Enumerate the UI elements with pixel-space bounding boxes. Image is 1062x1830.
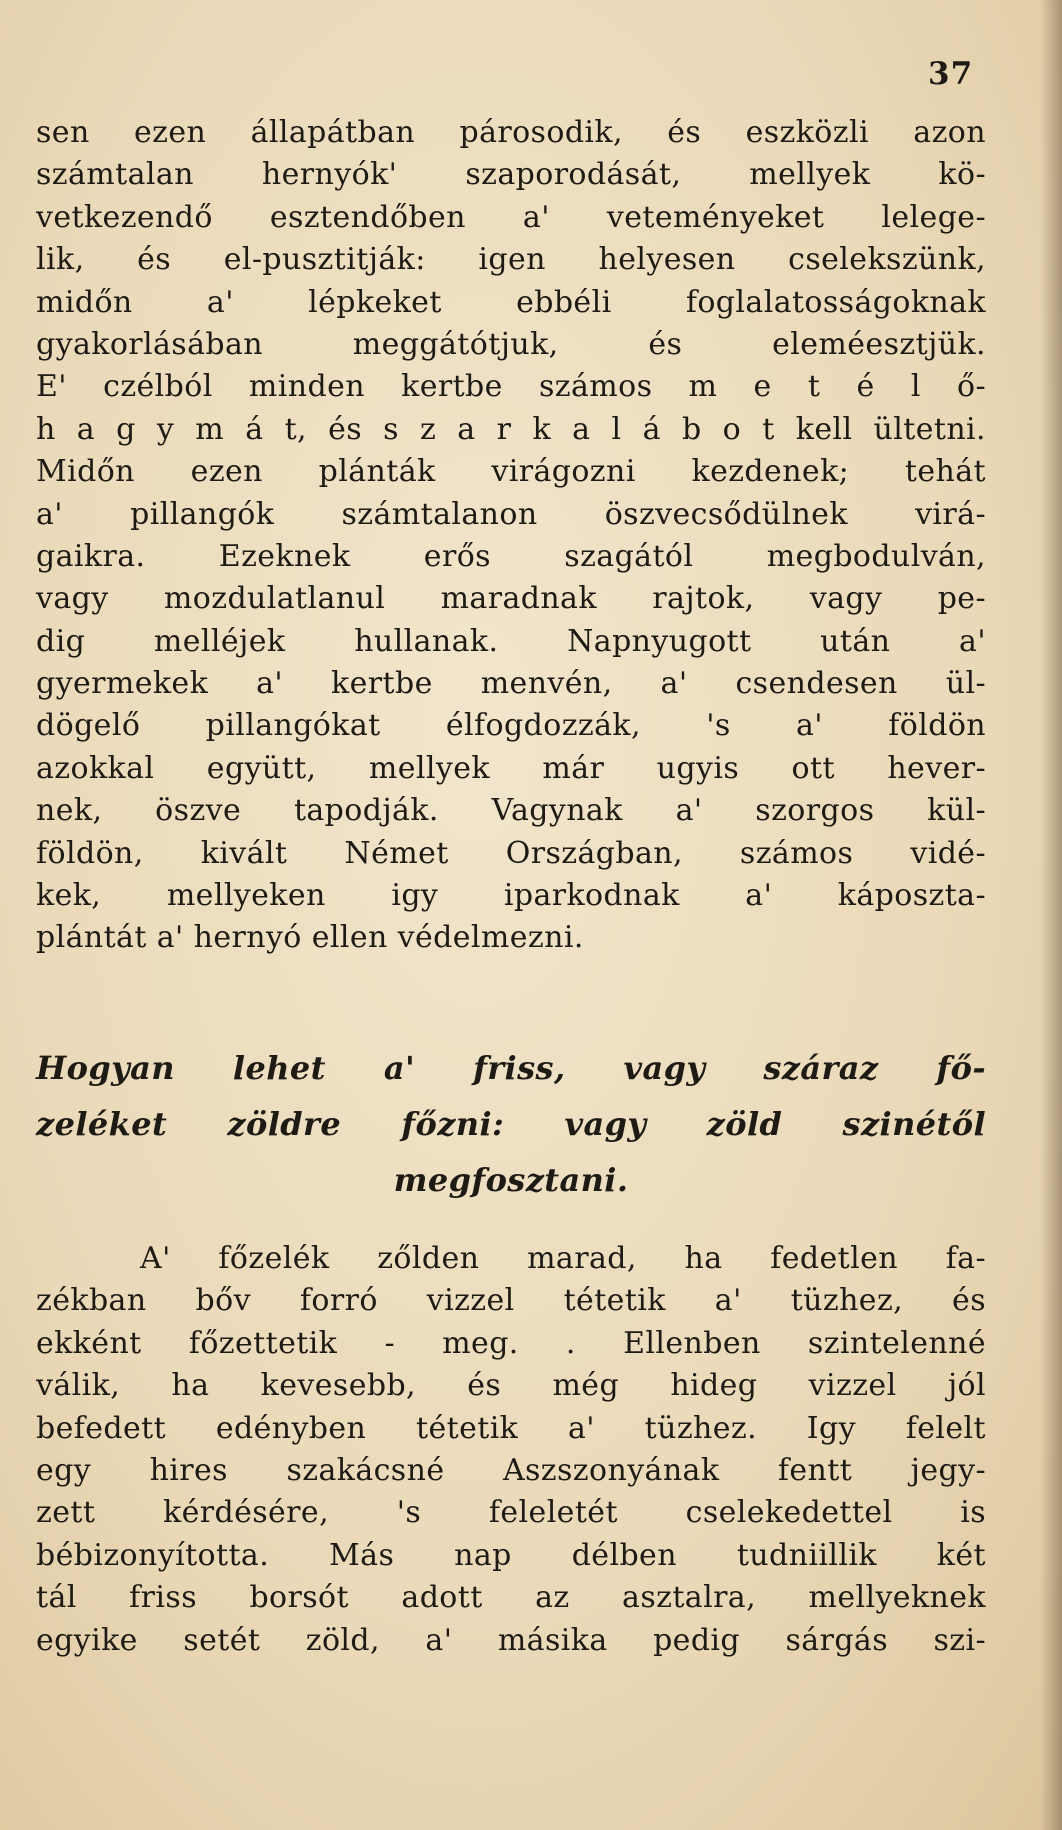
paragraph-2 <box>36 1238 986 1662</box>
text-line: gyermekek a' kertbe menvén, a' csendesen ül- <box>36 666 986 702</box>
text-line: lik, és el-pusztitják: igen helyesen cselekszünk, <box>36 242 986 278</box>
text-line: egyike setét zöld, a' másika pedig sárgás szi- <box>36 1622 986 1658</box>
text-line: vetkezendő esztendőben a' veteményeket lelege- <box>36 199 986 235</box>
text-line: gyakorlásában meggátótjuk, és eleméesztjük. <box>36 326 986 362</box>
text-line: vagy mozdulatlanul maradnak rajtok, vagy pe- <box>36 581 986 617</box>
text-line: a' pillangók számtalanon öszvecsődülnek virá- <box>36 496 986 532</box>
paragraph-1 <box>36 112 986 960</box>
text-line: dögelő pillangókat élfogdozzák, 's a' földön <box>36 708 986 744</box>
text-line: h a g y m á t, és s z a r k a l á b o t kell ültetni. <box>36 411 986 447</box>
text-line: befedett edényben tétetik a' tüzhez. Igy felelt <box>36 1410 986 1446</box>
section-heading <box>36 1040 986 1208</box>
text-line: válik, ha kevesebb, és még hideg vizzel jól <box>36 1368 986 1404</box>
text-line: A' főzelék zőlden marad, ha fedetlen fa- <box>140 1241 986 1276</box>
text-line: bébizonyította. Más nap délben tudniillik két <box>36 1537 986 1573</box>
text-line: gaikra. Ezeknek erős szagától megbodulván, <box>36 538 986 574</box>
text-line: kek, mellyeken igy iparkodnak a' káposzta- <box>36 878 986 914</box>
text-line: zett kérdésére, 's feleletét cselekedettel is <box>36 1495 986 1531</box>
text-line: midőn a' lépkeket ebbéli foglalatosságoknak <box>36 284 986 320</box>
text-line: E' czélból minden kertbe számos m e t é l ő- <box>36 369 986 405</box>
heading-line: zeléket zöldre főzni: vagy zöld szinétől <box>36 1105 986 1143</box>
text-line: plántát a' hernyó ellen védelmezni. <box>36 920 584 956</box>
text-line: sen ezen állapátban párosodik, és eszközli azon <box>36 115 986 150</box>
text-line: számtalan hernyók' szaporodását, mellyek kö- <box>36 157 986 193</box>
text-line: zékban bőv forró vizzel tétetik a' tüzhez, és <box>36 1283 986 1319</box>
text-line: ekként főzettetik - meg. . Ellenben szintelenné <box>36 1325 986 1361</box>
page-edge-shadow <box>1040 0 1062 1830</box>
text-line: egy hires szakácsné Aszszonyának fentt jegy- <box>36 1452 986 1488</box>
text-line: földön, kivált Német Országban, számos vidé- <box>36 835 986 871</box>
text-line: azokkal együtt, mellyek már ugyis ott hever- <box>36 750 986 786</box>
page-number: 37 <box>928 56 974 92</box>
text-line: nek, öszve tapodják. Vagynak a' szorgos kül- <box>36 793 986 829</box>
heading-line: Hogyan lehet a' friss, vagy száraz fő- <box>36 1049 986 1087</box>
text-line: dig melléjek hullanak. Napnyugott után a' <box>36 623 986 659</box>
text-line: tál friss borsót adott az asztalra, mellyeknek <box>36 1580 986 1616</box>
text-line: Midőn ezen plánták virágozni kezdenek; tehát <box>36 454 986 490</box>
heading-line: megfosztani. <box>393 1161 629 1199</box>
